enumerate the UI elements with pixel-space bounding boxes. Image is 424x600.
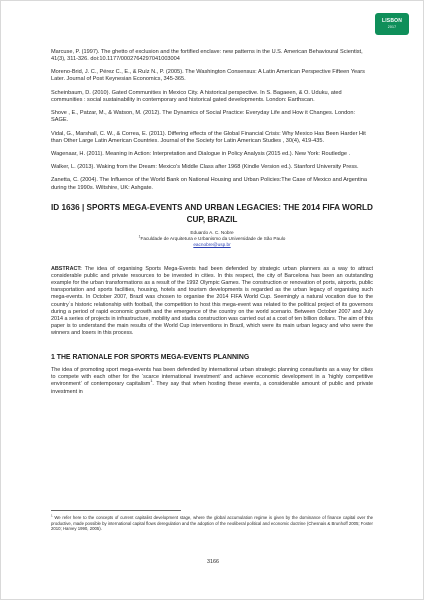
affiliation-mark: 1 [138, 234, 141, 239]
reference-item: Zanetta, C. (2004). The Influence of the World Bank on National Housing and Urban Policies:The Case of Mexico and Argentina during the 1990s. Wiltshire, UK: Ashgate. [51, 177, 368, 191]
page-number: 3166 [207, 559, 219, 565]
footnote-divider [51, 510, 181, 511]
reference-item: Wagenaar, H. (2011). Meaning in Action: Interpretation and Dialogue in Policy Analysis (2015 ed.). New York: Routledge . [51, 150, 351, 157]
abstract-text: The idea of organising Sports Mega-Events had been defended by strategic urban planners as a way to attract considerable public and private resources to be invested in cities. In this respect, the city of Barcelona has been an outstanding example for the urban transformations as a result of the 1992 Olympic Games. The construction or renovation of ports, airports, public transportation and sports facilities, housing, hotels and tourism developments is regarded as the urban legacy of organising such mega-events. In October 2007, Brazil was chosen to organise the 2014 FIFA World Cup. Seemingly a natural vocation due to the country´s historic relationship with football, the competition to host this mega-event was related to the political project of its governors during a period of rapid economic growth and the emergence of the country on the world scenario. Between October 2007 and July 2014 a series of projects in infrastructure, mobility and stadia construction was carried out at a cost of ten billion dollars. The aim of this paper is to understand the main results of the World Cup interventions in Brazil, which were its main urban legacy and who were the winners and losers in this process. [51, 265, 373, 337]
reference-item: Marcuse, P. (1997). The ghetto of exclusion and the fortified enclave: new patterns in the U.S. American Behavioural Scientist, 41(3), 311-326. doi:10.1177/0002764297041003004 [51, 49, 363, 63]
paragraph-text-part2: . They say that when hosting these events, a considerable amount of public and private investment in [51, 381, 374, 395]
reference-list [51, 49, 373, 192]
footnote-area [51, 510, 373, 536]
abstract-label: ABSTRACT: [51, 265, 82, 272]
footnote [51, 515, 373, 532]
paper-title: ID 1636 | SPORTS MEGA-EVENTS AND URBAN LEGACIES: THE 2014 FIFA WORLD CUP, BRAZIL [51, 202, 373, 224]
footnote-ref-mark[interactable]: 1 [150, 379, 153, 384]
section-paragraph [51, 367, 373, 396]
affiliation-text: Faculdade de Arquitetura e Urbanismo da Universidade de São Paulo [140, 235, 286, 241]
section-heading: 1 THE RATIONALE FOR SPORTS MEGA-EVENTS PLANNING [51, 353, 250, 361]
footnote-mark: 1 [51, 513, 53, 518]
author-email-link[interactable]: eacnobre@usp.br [193, 241, 231, 247]
logo-name: LISBON [381, 18, 403, 24]
logo-sub: 2017 [387, 25, 397, 29]
reference-item: Moreno-Brid, J. C., Pérez C., E., & Ruíz N., P. (2005). The Washington Consensus: A Latin American Perspective Fifteen Years Later. Journal of Post Keynesian Economics, 345-365. [51, 69, 365, 83]
main-content [51, 49, 373, 401]
reference-item: Shove , E., Patzar, M., & Watson, M. (2012). The Dynamics of Social Practice: Everyday Life and How it Changes. London: SAGE. [51, 110, 356, 124]
reference-item: Walker, L. (2013). Waking from the Dream: Mexico's Middle Class after 1968 (Kindle Version ed.). Stanford University Press. [51, 164, 359, 171]
paper-author: Eduardo A. C. Nobre [190, 229, 234, 235]
reference-item: Vidal, G., Marshall, C. W., & Correa, E. (2011). Differing effects of the Global Financial Crisis: Why Mexico Has Been Harder Hit than Other Large Latin American Countries. Journal of the Society for Latin American Studies , 30(4), 419-435. [51, 130, 366, 144]
conference-logo [375, 13, 409, 35]
abstract [51, 266, 373, 338]
footnote-text: We refer here to the concepts of current capitalist development stage, where the global accumulation regime is given by the dominance of finance capital over the productive, made possible by international capital flows deregulation and the adoption of the neoliberal political and economic doctrine (Chesnais & Brunhoff 2005; Foster 2010; Harvey 1990, 2005). [51, 515, 373, 532]
reference-item: Scheinbaum, D. (2010). Gated Communities in Mexico City. A historical perspective. In S. Bagaeen, & O. Uduku, ated communities : social sustainability in contemporary and historical gated developments. London: Earthscan. [51, 89, 342, 103]
paragraph-text-part1: The idea of promoting sport mega-events has been defended by international urban strategic planning consultants as a way for cities to compete with each other for the ‘scarce international investment’ and achieve economic development in a ‘highly competitive environment’ of contemporary capitalism [51, 366, 373, 388]
